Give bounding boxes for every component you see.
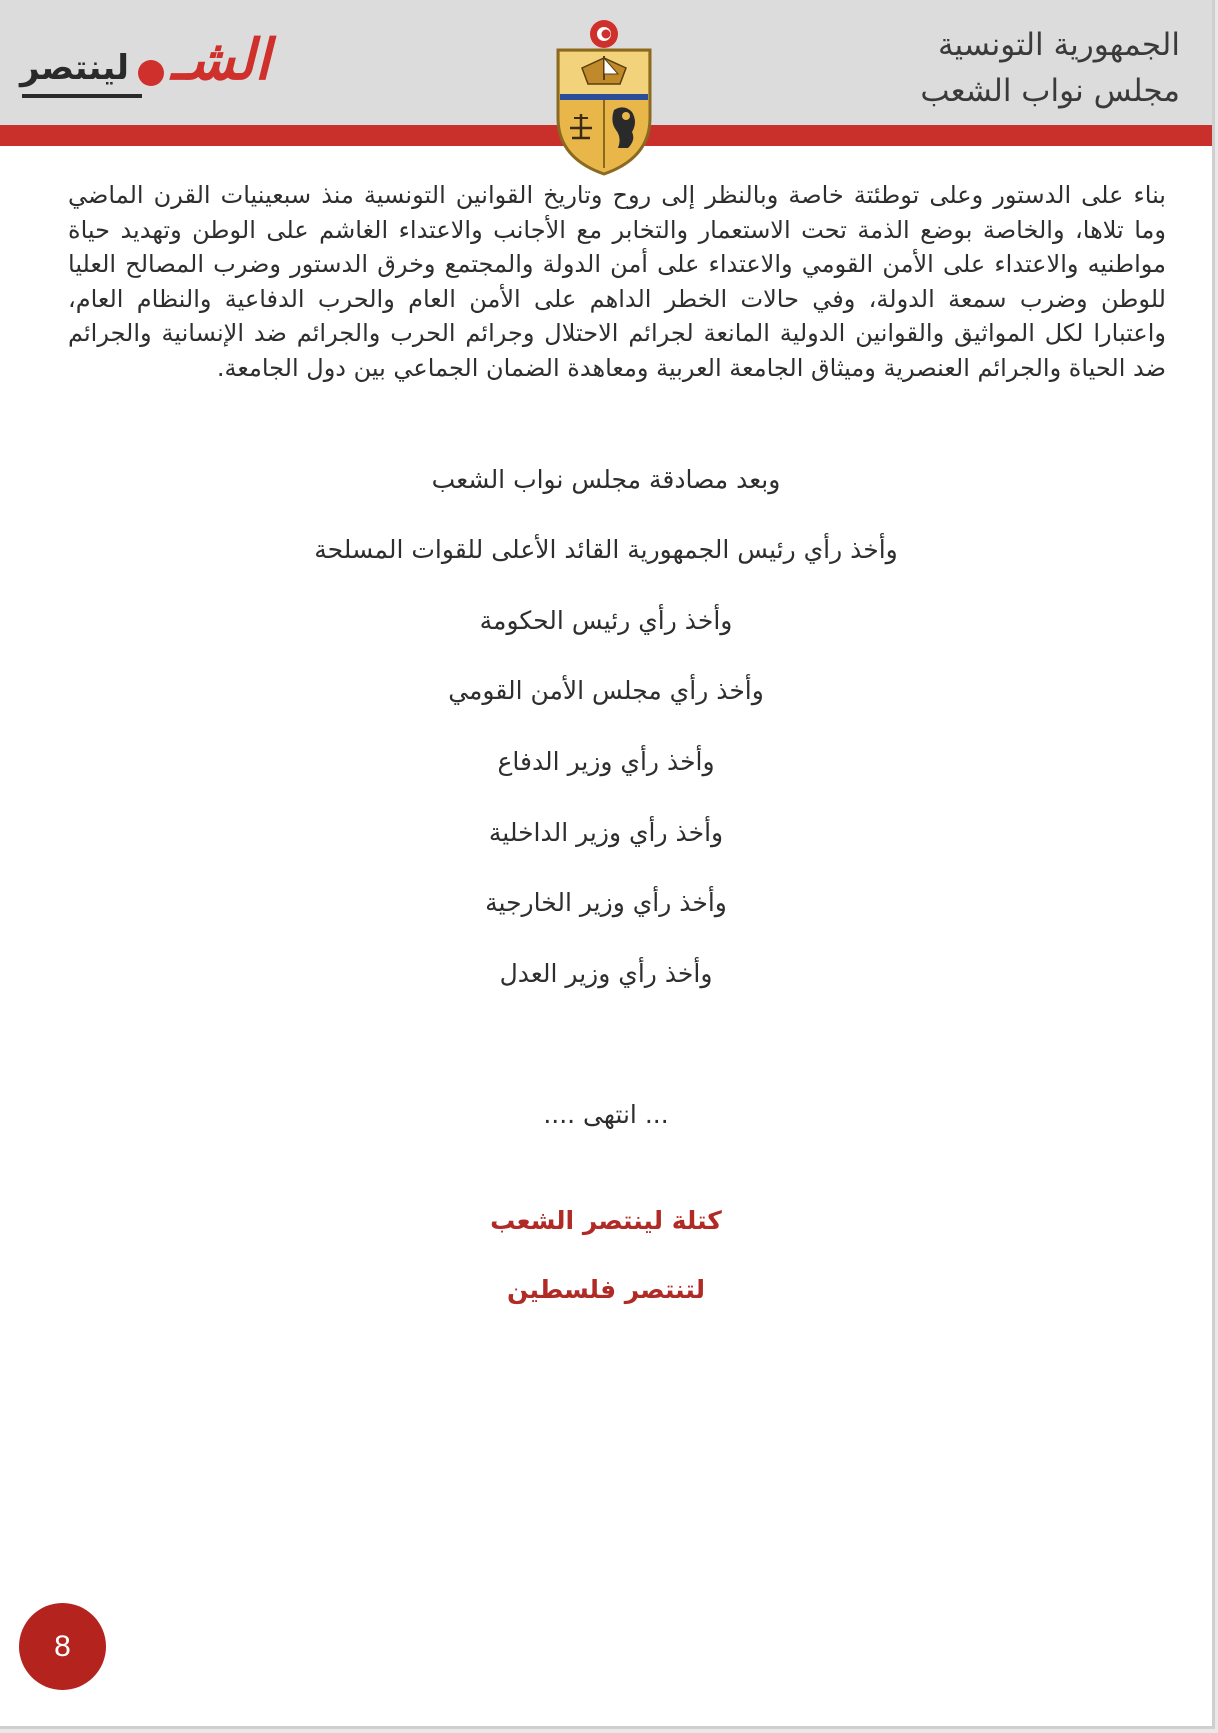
approval-line: وبعد مصادقة مجلس نواب الشعب [431, 465, 781, 494]
bloc-signature: كتلة لينتصر الشعب [490, 1206, 722, 1235]
opinion-line: وأخذ رأي رئيس الحكومة [479, 606, 733, 635]
tunisia-flag-icon [138, 60, 164, 86]
intro-paragraph: بناء على الدستور وعلى توطئتة خاصة وبالنظر إلى روح وتاريخ القوانين التونسية منذ سبعينيات القرن الماضي وما تلاها، والخاصة بوضع الذمة تحت الاستعمار والتخابر مع الأجانب والاعتداء الغاشم على الوطن وتهديد حياة مواطنيه والاعتداء على الأمن القومي والاعتداء على أمن الدولة والمجتمع وخرق الدستور وضرب المصالح العليا للوطن وضرب سمعة الدولة، وفي حالات الخطر الداهم على الأمن العام والحرب الدفاعية والنظام العام، واعتبارا لكل المواثيق والقوانين الدولية المانعة لجرائم الاحتلال وجرائم الحرب والجرائم ضد الإنسانية والجرائم ضد الحياة والجرائم العنصرية وميثاق الجامعة العربية ومعاهدة الضمان الجماعي بين دول الجامعة. [68, 181, 1166, 382]
opinion-line: وأخذ رأي وزير الداخلية [488, 818, 724, 847]
opinion-line: وأخذ رأي رئيس الجمهورية القائد الأعلى للقوات المسلحة [314, 535, 898, 564]
header-republic: الجمهورية التونسية [937, 27, 1180, 63]
end-marker: ... انتهى .... [543, 1100, 669, 1129]
opinion-line: وأخذ رأي وزير الدفاع [497, 747, 715, 776]
opinion-line: وأخذ رأي مجلس الأمن القومي [448, 676, 764, 705]
slogan: لتنتصر فلسطين [507, 1275, 705, 1304]
logo-big-text: الشـ [171, 28, 270, 93]
header-title [920, 22, 1180, 114]
party-logo [20, 28, 270, 104]
opinion-line: وأخذ رأي وزير الخارجية [485, 888, 727, 917]
coat-of-arms-icon [552, 18, 656, 178]
logo-small-text: لينتصر [20, 48, 130, 88]
page-number-badge: 8 [19, 1603, 106, 1690]
opinion-line: وأخذ رأي وزير العدل [499, 959, 713, 988]
logo-underline [22, 94, 142, 98]
header-assembly: مجلس نواب الشعب [920, 73, 1180, 109]
